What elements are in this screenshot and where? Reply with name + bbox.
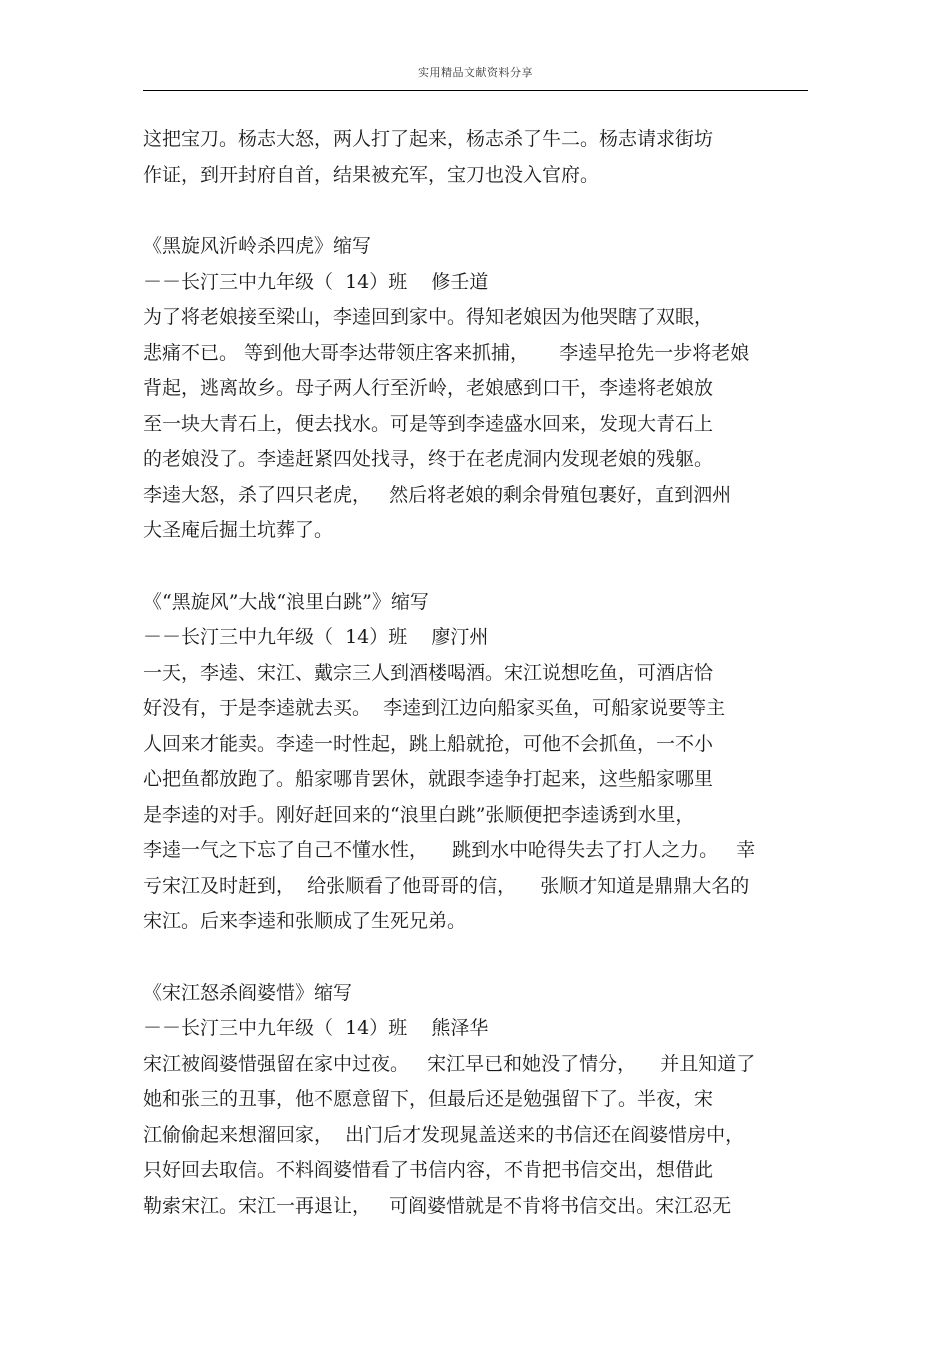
section-title: 《宋江怒杀阎婆惜》缩写	[143, 981, 353, 1004]
section-continuation	[143, 122, 823, 193]
text-line: 宋江。后来李逵和张顺成了生死兄弟。	[143, 910, 467, 932]
document-body	[143, 122, 823, 1224]
text-line: 人回来才能卖。李逵一时性起，跳上船就抢，可他不会抓鱼，一不小	[143, 732, 714, 755]
text-line: 心把鱼都放跑了。船家哪肯罢休，就跟李逵争打起来，这些船家哪里	[143, 768, 714, 790]
text-line: 悲痛不已。 等到他大哥李达带领庄客来抓捕， 李逵早抢先一步将老娘	[143, 341, 750, 364]
text-line: 宋江被阎婆惜强留在家中过夜。 宋江早已和她没了情分， 并且知道了	[143, 1052, 756, 1075]
section-heixuanfeng-langli	[143, 585, 823, 940]
page-header: 实用精品文献资料分享	[418, 66, 533, 79]
text-line: 好没有，于是李逵就去买。 李逵到江边向船家买鱼，可船家说要等主	[143, 697, 726, 719]
text-line: 是李逵的对手。刚好赶回来的“浪里白跳”张顺便把李逵诱到水里，	[143, 803, 695, 826]
section-author: －－长汀三中九年级（ 14）班 廖汀州	[143, 626, 489, 648]
text-line: 至一块大青石上，便去找水。可是等到李逵盛水回来，发现大青石上	[143, 412, 714, 435]
section-songjiang-yanpoxi	[143, 976, 823, 1225]
section-title: 《“黑旋风”大战“浪里白跳”》缩写	[143, 590, 429, 613]
text-line: 一天，李逵、宋江、戴宗三人到酒楼喝酒。宋江说想吃鱼，可酒店恰	[143, 661, 714, 684]
section-title: 《黑旋风沂岭杀四虎》缩写	[143, 235, 372, 257]
text-line: 这把宝刀。杨志大怒，两人打了起来，杨志杀了牛二。杨志请求街坊	[143, 128, 714, 150]
header-divider	[143, 90, 808, 91]
text-line: 作证，到开封府自首，结果被充军，宝刀也没入官府。	[143, 163, 600, 186]
section-author: －－长汀三中九年级（ 14）班 修壬道	[143, 270, 489, 293]
text-line: 只好回去取信。不料阎婆惜看了书信内容，不肯把书信交出，想借此	[143, 1159, 714, 1181]
section-author: －－长汀三中九年级（ 14）班 熊泽华	[143, 1017, 489, 1039]
text-line: 大圣庵后掘土坑葬了。	[143, 519, 334, 541]
text-line: 李逵一气之下忘了自己不懂水性， 跳到水中呛得失去了打人之力。 幸	[143, 839, 756, 861]
text-line: 勒索宋江。宋江一再退让， 可阎婆惜就是不肯将书信交出。宋江忍无	[143, 1194, 732, 1217]
text-line: 李逵大怒，杀了四只老虎， 然后将老娘的剩余骨殖包裹好，直到泗州	[143, 483, 732, 506]
text-line: 为了将老娘接至梁山，李逵回到家中。得知老娘因为他哭瞎了双眼，	[143, 306, 714, 328]
text-line: 的老娘没了。李逵赶紧四处找寻，终于在老虎洞内发现老娘的残躯。	[143, 448, 714, 470]
text-line: 亏宋江及时赶到， 给张顺看了他哥哥的信， 张顺才知道是鼎鼎大名的	[143, 874, 750, 897]
text-line: 她和张三的丑事，他不愿意留下，但最后还是勉强留下了。半夜，宋	[143, 1088, 714, 1110]
text-line: 江偷偷起来想溜回家， 出门后才发现晁盖送来的书信还在阎婆惜房中，	[143, 1123, 745, 1146]
section-heixuanfeng-sihu	[143, 229, 823, 549]
text-line: 背起，逃离故乡。母子两人行至沂岭，老娘感到口干，李逵将老娘放	[143, 377, 714, 399]
